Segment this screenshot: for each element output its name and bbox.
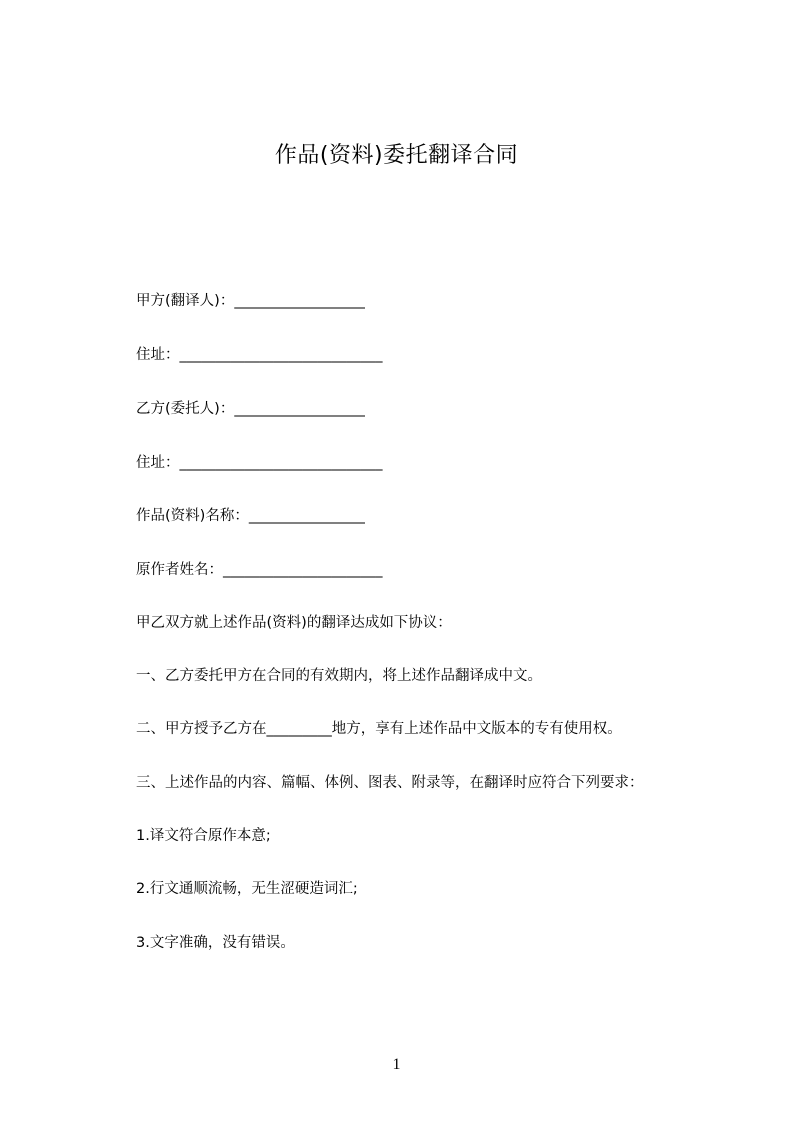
requirement-1: 1.译文符合原作本意; — [136, 828, 271, 844]
agreement-intro: 甲乙双方就上述作品(资料)的翻译达成如下协议： — [136, 615, 452, 631]
party-b-address-field: 住址：____________________________ — [136, 455, 383, 471]
original-author-field: 原作者姓名：______________________ — [136, 562, 383, 578]
clause-1: 一、乙方委托甲方在合同的有效期内，将上述作品翻译成中文。 — [136, 668, 542, 684]
page-title: 作品(资料)委托翻译合同 — [274, 143, 519, 168]
requirement-3: 3.文字准确，没有错误。 — [136, 935, 295, 951]
party-a-field: 甲方(翻译人)：__________________ — [136, 293, 365, 309]
party-b-field: 乙方(委托人)：__________________ — [136, 401, 365, 417]
requirement-2: 2.行文通顺流畅，无生涩硬造词汇; — [136, 881, 358, 897]
clause-2: 二、甲方授予乙方在_________地方，享有上述作品中文版本的专有使用权。 — [136, 721, 622, 737]
page-number: 1 — [392, 1056, 401, 1073]
clause-3: 三、上述作品的内容、篇幅、体例、图表、附录等，在翻译时应符合下列要求： — [136, 775, 644, 791]
work-name-field: 作品(资料)名称：________________ — [136, 508, 365, 524]
party-a-address-field: 住址：____________________________ — [136, 347, 383, 363]
